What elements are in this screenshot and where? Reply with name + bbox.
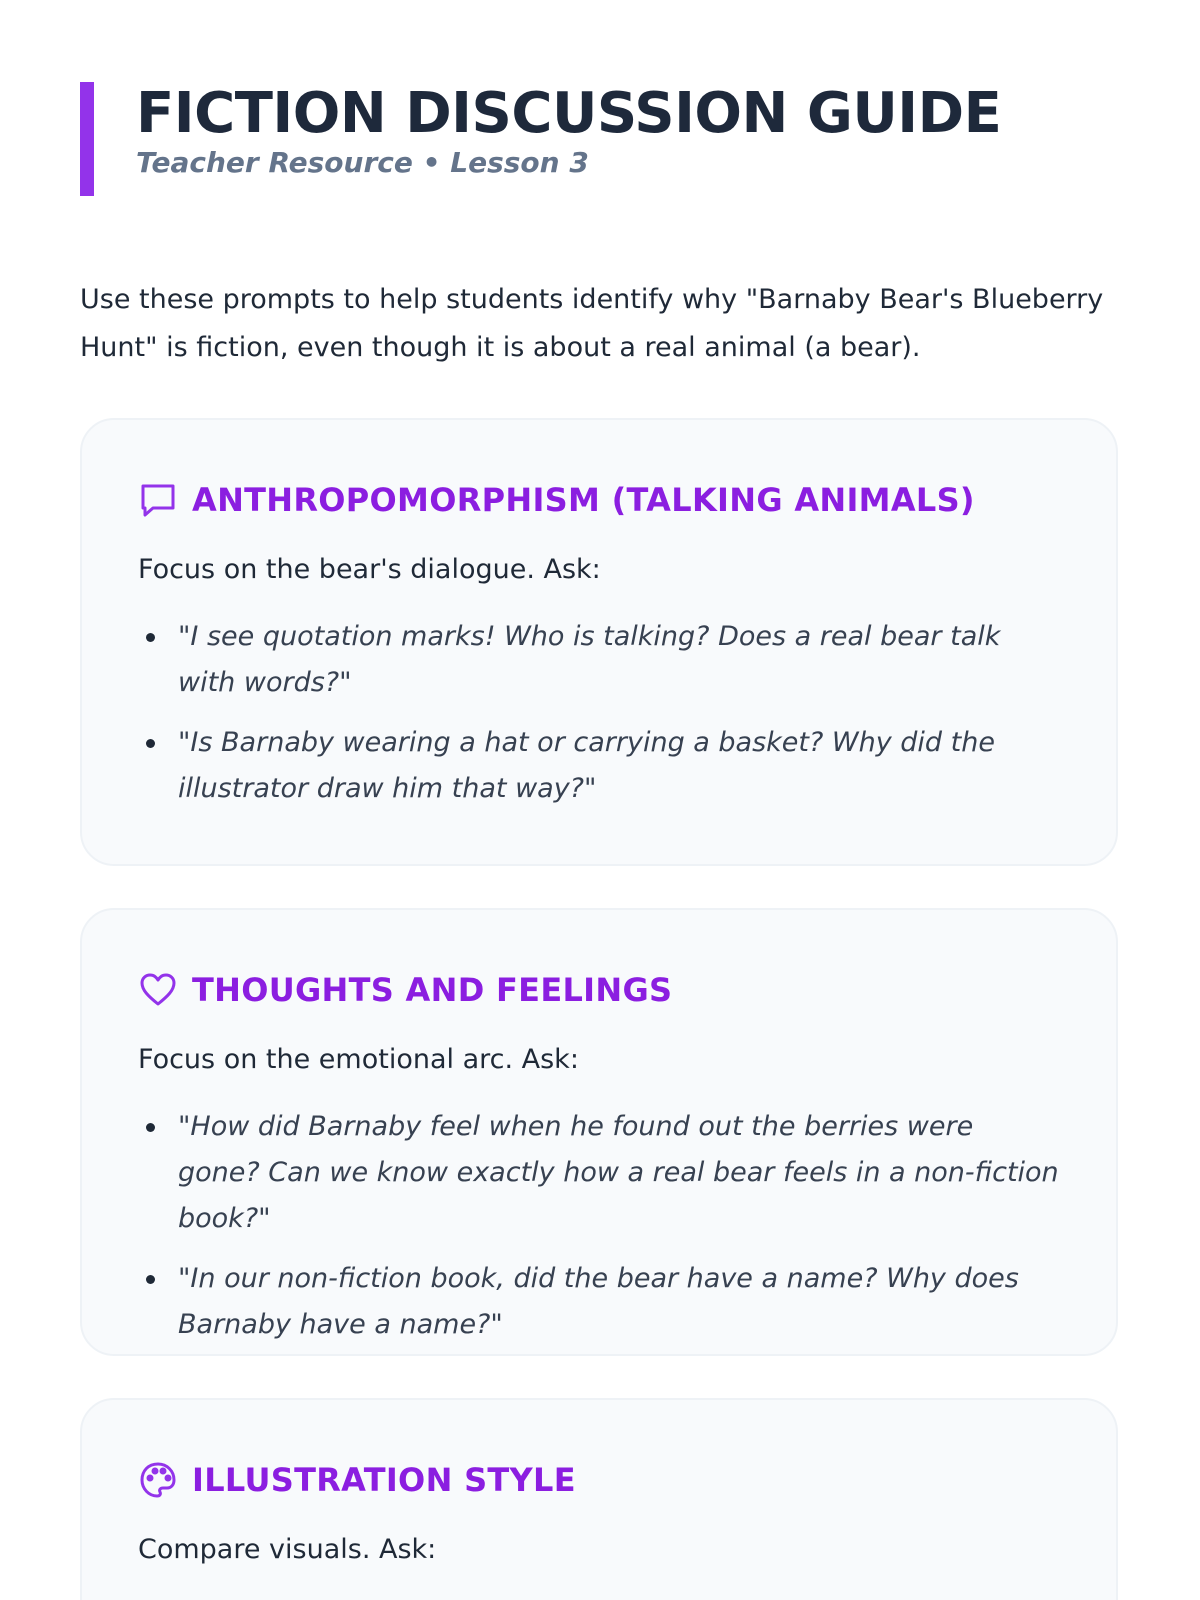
page-subtitle: Teacher Resource • Lesson 3 (136, 146, 589, 179)
heart-icon (138, 970, 178, 1010)
section-header (138, 966, 1060, 1014)
page-header (80, 82, 1120, 196)
list-item (138, 614, 1060, 706)
page-title: FICTION DISCUSSION GUIDE (136, 81, 1002, 146)
prompt-text: "I see quotation marks! Who is talking? Does a real bear talk with words?" (178, 621, 1001, 698)
prompt-list (138, 1104, 1060, 1348)
section-intro: Focus on the emotional arc. Ask: (138, 1044, 579, 1075)
document-page (80, 80, 1120, 399)
list-item (138, 1104, 1060, 1242)
section-card-illustration-style (80, 1398, 1118, 1600)
section-header (138, 1456, 1060, 1504)
prompt-text: "In our non-fiction book, did the bear have a name? Why does Barnaby have a name?" (178, 1263, 1019, 1340)
section-title: THOUGHTS AND FEELINGS (192, 971, 673, 1009)
bullet-icon (146, 1275, 155, 1284)
intro-paragraph: Use these prompts to help students identify why "Barnaby Bear's Blueberry Hunt" is fiction, even though it is about a real animal (a bear). (80, 284, 1104, 363)
section-header (138, 476, 1060, 524)
bullet-icon (146, 739, 155, 748)
section-intro: Focus on the bear's dialogue. Ask: (138, 554, 601, 585)
section-title: ANTHROPOMORPHISM (TALKING ANIMALS) (192, 481, 975, 519)
list-item (138, 1256, 1060, 1348)
prompt-list (138, 614, 1060, 812)
bullet-icon (146, 633, 155, 642)
section-card-thoughts-feelings (80, 908, 1118, 1356)
section-title: ILLUSTRATION STYLE (192, 1461, 576, 1499)
prompt-text: "How did Barnaby feel when he found out the berries were gone? Can we know exactly how a real bear feels in a non-fiction book?" (178, 1111, 1059, 1234)
palette-icon (138, 1460, 178, 1500)
list-item (138, 720, 1060, 812)
prompt-text: "Is Barnaby wearing a hat or carrying a basket? Why did the illustrator draw him that way?" (178, 727, 995, 804)
accent-bar (80, 82, 94, 196)
section-intro: Compare visuals. Ask: (138, 1534, 437, 1565)
speech-bubble-icon (138, 480, 178, 520)
section-card-anthropomorphism (80, 418, 1118, 866)
bullet-icon (146, 1123, 155, 1132)
